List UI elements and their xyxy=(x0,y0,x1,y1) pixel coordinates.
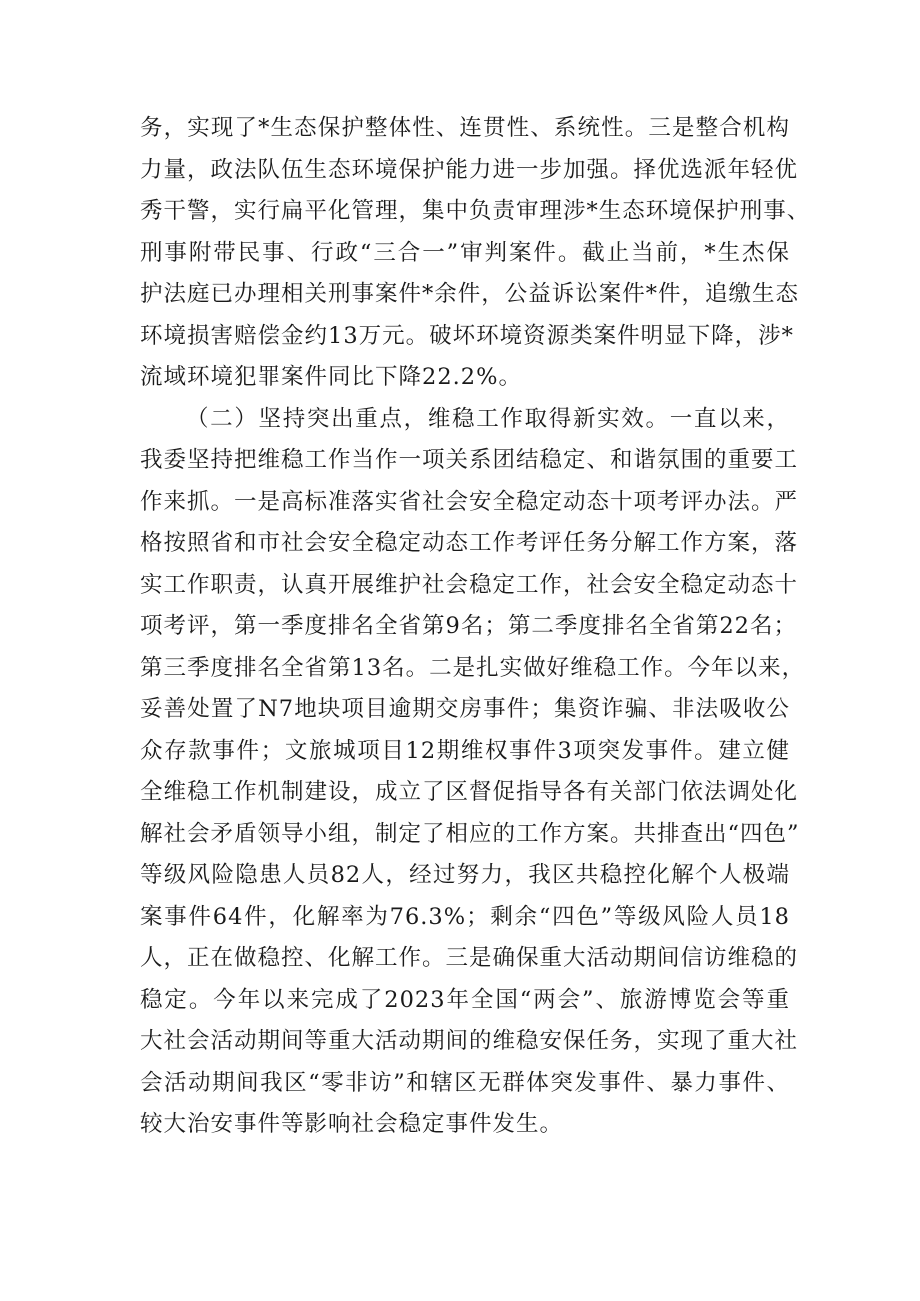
text-line: 环境损害赔偿金约13万元。破坏环境资源类案件明显下降，涉* xyxy=(140,322,794,349)
paragraph-ecology xyxy=(140,108,811,399)
text-line: 秀干警，实行扁平化管理，集中负责审理涉*生态环境保护刑事、 xyxy=(140,198,811,224)
text-line: 力量，政法队伍生态环境保护能力进一步加强。择优选派年轻优 xyxy=(140,156,799,183)
text-line: 刑事附带民事、行政“三合一”审判案件。截止当前，*生杰保 xyxy=(140,239,790,266)
text-line: 格按照省和市社会安全稳定动态工作考评任务分解工作方案，落 xyxy=(140,530,799,556)
text-line: 第三季度排名全省第13名。二是扎实做好维稳工作。今年以来， xyxy=(140,654,806,681)
text-line: 较大治安事件等影响社会稳定事件发生。 xyxy=(140,1111,564,1137)
text-line: 务，实现了*生态保护整体性、连贯性、系统性。三是整合机构 xyxy=(140,115,790,141)
section-heading-line: （二）坚持突出重点，维稳工作取得新实效。一直以来， xyxy=(186,405,790,432)
text-line: 大社会活动期间等重大活动期间的维稳安保任务，实现了重大社 xyxy=(140,1028,799,1054)
text-line: 项考评，第一季度排名全省第9名；第二季度排名全省第22名； xyxy=(140,613,797,639)
text-line: 作来抓。一是高标准落实省社会安全稳定动态十项考评办法。严 xyxy=(140,488,799,515)
text-line: 会活动期间我区“零非访”和辖区无群体突发事件、暴力事件、 xyxy=(140,1069,790,1096)
text-line: 人，正在做稳控、化解工作。三是确保重大活动期间信访维稳的 xyxy=(140,945,799,971)
text-line: 案事件64件，化解率为76.3%；剩余“四色”等级风险人员18 xyxy=(140,903,790,930)
text-line: 妥善处置了N7地块项目逾期交房事件；集资诈骗、非法吸收公 xyxy=(140,696,790,722)
text-line: 等级风险隐患人员82人，经过努力，我区共稳控化解个人极端 xyxy=(140,862,790,888)
text-line: 解社会矛盾领导小组，制定了相应的工作方案。共排查出“四色” xyxy=(140,820,800,847)
text-line: 流域环境犯罪案件同比下降22.2%。 xyxy=(140,364,522,390)
text-line: 护法庭已办理相关刑事案件*余件，公益诉讼案件*件，追缴生态 xyxy=(140,281,800,307)
paragraph-stability xyxy=(140,399,806,1146)
text-line: 稳定。今年以来完成了2023年全国“两会”、旅游博览会等重 xyxy=(140,986,790,1013)
text-line: 实工作职责，认真开展维护社会稳定工作，社会安全稳定动态十 xyxy=(140,571,799,598)
text-line: 众存款事件；文旅城项目12期维权事件3项突发事件。建立健 xyxy=(140,737,790,764)
text-line: 全维稳工作机制建设，成立了区督促指导各有关部门依法调处化 xyxy=(140,779,799,805)
body-text xyxy=(140,108,811,1146)
text-line: 我委坚持把维稳工作当作一项关系团结稳定、和谐氛围的重要工 xyxy=(140,447,799,473)
